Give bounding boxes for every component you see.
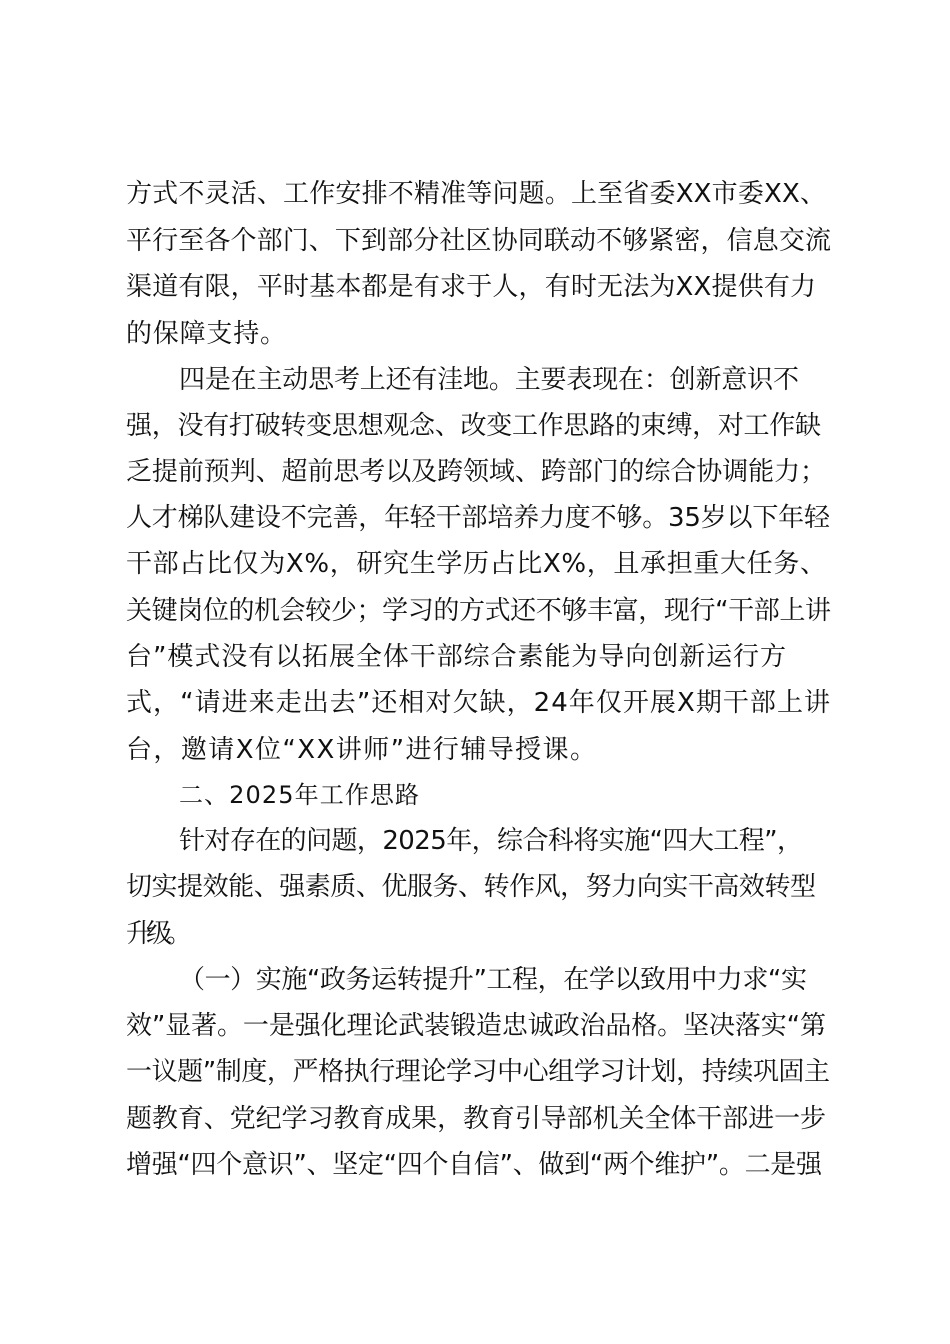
text-line: 针对存在的问题，2025年，综合科将实施“四大工程”，: [179, 826, 803, 856]
text-line: （一）实施“政务运转提升”工程，在学以致用中力求“实: [179, 965, 807, 995]
text-line: 一议题”制度，严格执行理论学习中心组学习计划，持续巩固主: [126, 1057, 830, 1087]
text-line: 式，“请进来走出去”还相对欠缺，24年仅开展X期干部上讲: [126, 688, 832, 718]
text-line: 方式不灵活、工作安排不精准等问题。上至省委XX市委XX、: [126, 179, 827, 209]
text-line: 增强“四个意识”、坚定“四个自信”、做到“两个维护”。二是强: [126, 1150, 822, 1180]
text-line: 乏提前预判、超前思考以及跨领域、跨部门的综合协调能力；: [126, 457, 826, 487]
text-line: 切实提效能、强素质、优服务、转作风，努力向实干高效转型: [126, 872, 816, 902]
text-line: 人才梯队建设不完善，年轻干部培养力度不够。35岁以下年轻: [126, 503, 830, 533]
text-line: 关键岗位的机会较少；学习的方式还不够丰富，现行“干部上讲: [126, 596, 831, 626]
section-heading: 二、2025年工作思路: [179, 781, 421, 809]
text-line: 平行至各个部门、下到部分社区协同联动不够紧密，信息交流: [126, 226, 832, 256]
text-line: 升级。: [126, 919, 187, 949]
text-line: 台，邀请X位“XX讲师”进行辅导授课。: [126, 735, 598, 765]
text-line: 的保障支持。: [126, 319, 287, 349]
text-line: 台”模式没有以拓展全体干部综合素能为导向创新运行方: [126, 642, 787, 672]
text-line: 效”显著。一是强化理论武装锻造忠诚政治品格。坚决落实“第: [126, 1011, 826, 1041]
text-line: 强，没有打破转变思想观念、改变工作思路的束缚，对工作缺: [126, 411, 821, 441]
text-line: 渠道有限，平时基本都是有求于人，有时无法为XX提供有力: [126, 272, 817, 302]
text-line: 干部占比仅为X%，研究生学历占比X%，且承担重大任务、: [126, 549, 827, 579]
text-line: 题教育、党纪学习教育成果，教育引导部机关全体干部进一步: [126, 1104, 826, 1134]
text-line: 四是在主动思考上还有洼地。主要表现在：创新意识不: [179, 365, 799, 395]
